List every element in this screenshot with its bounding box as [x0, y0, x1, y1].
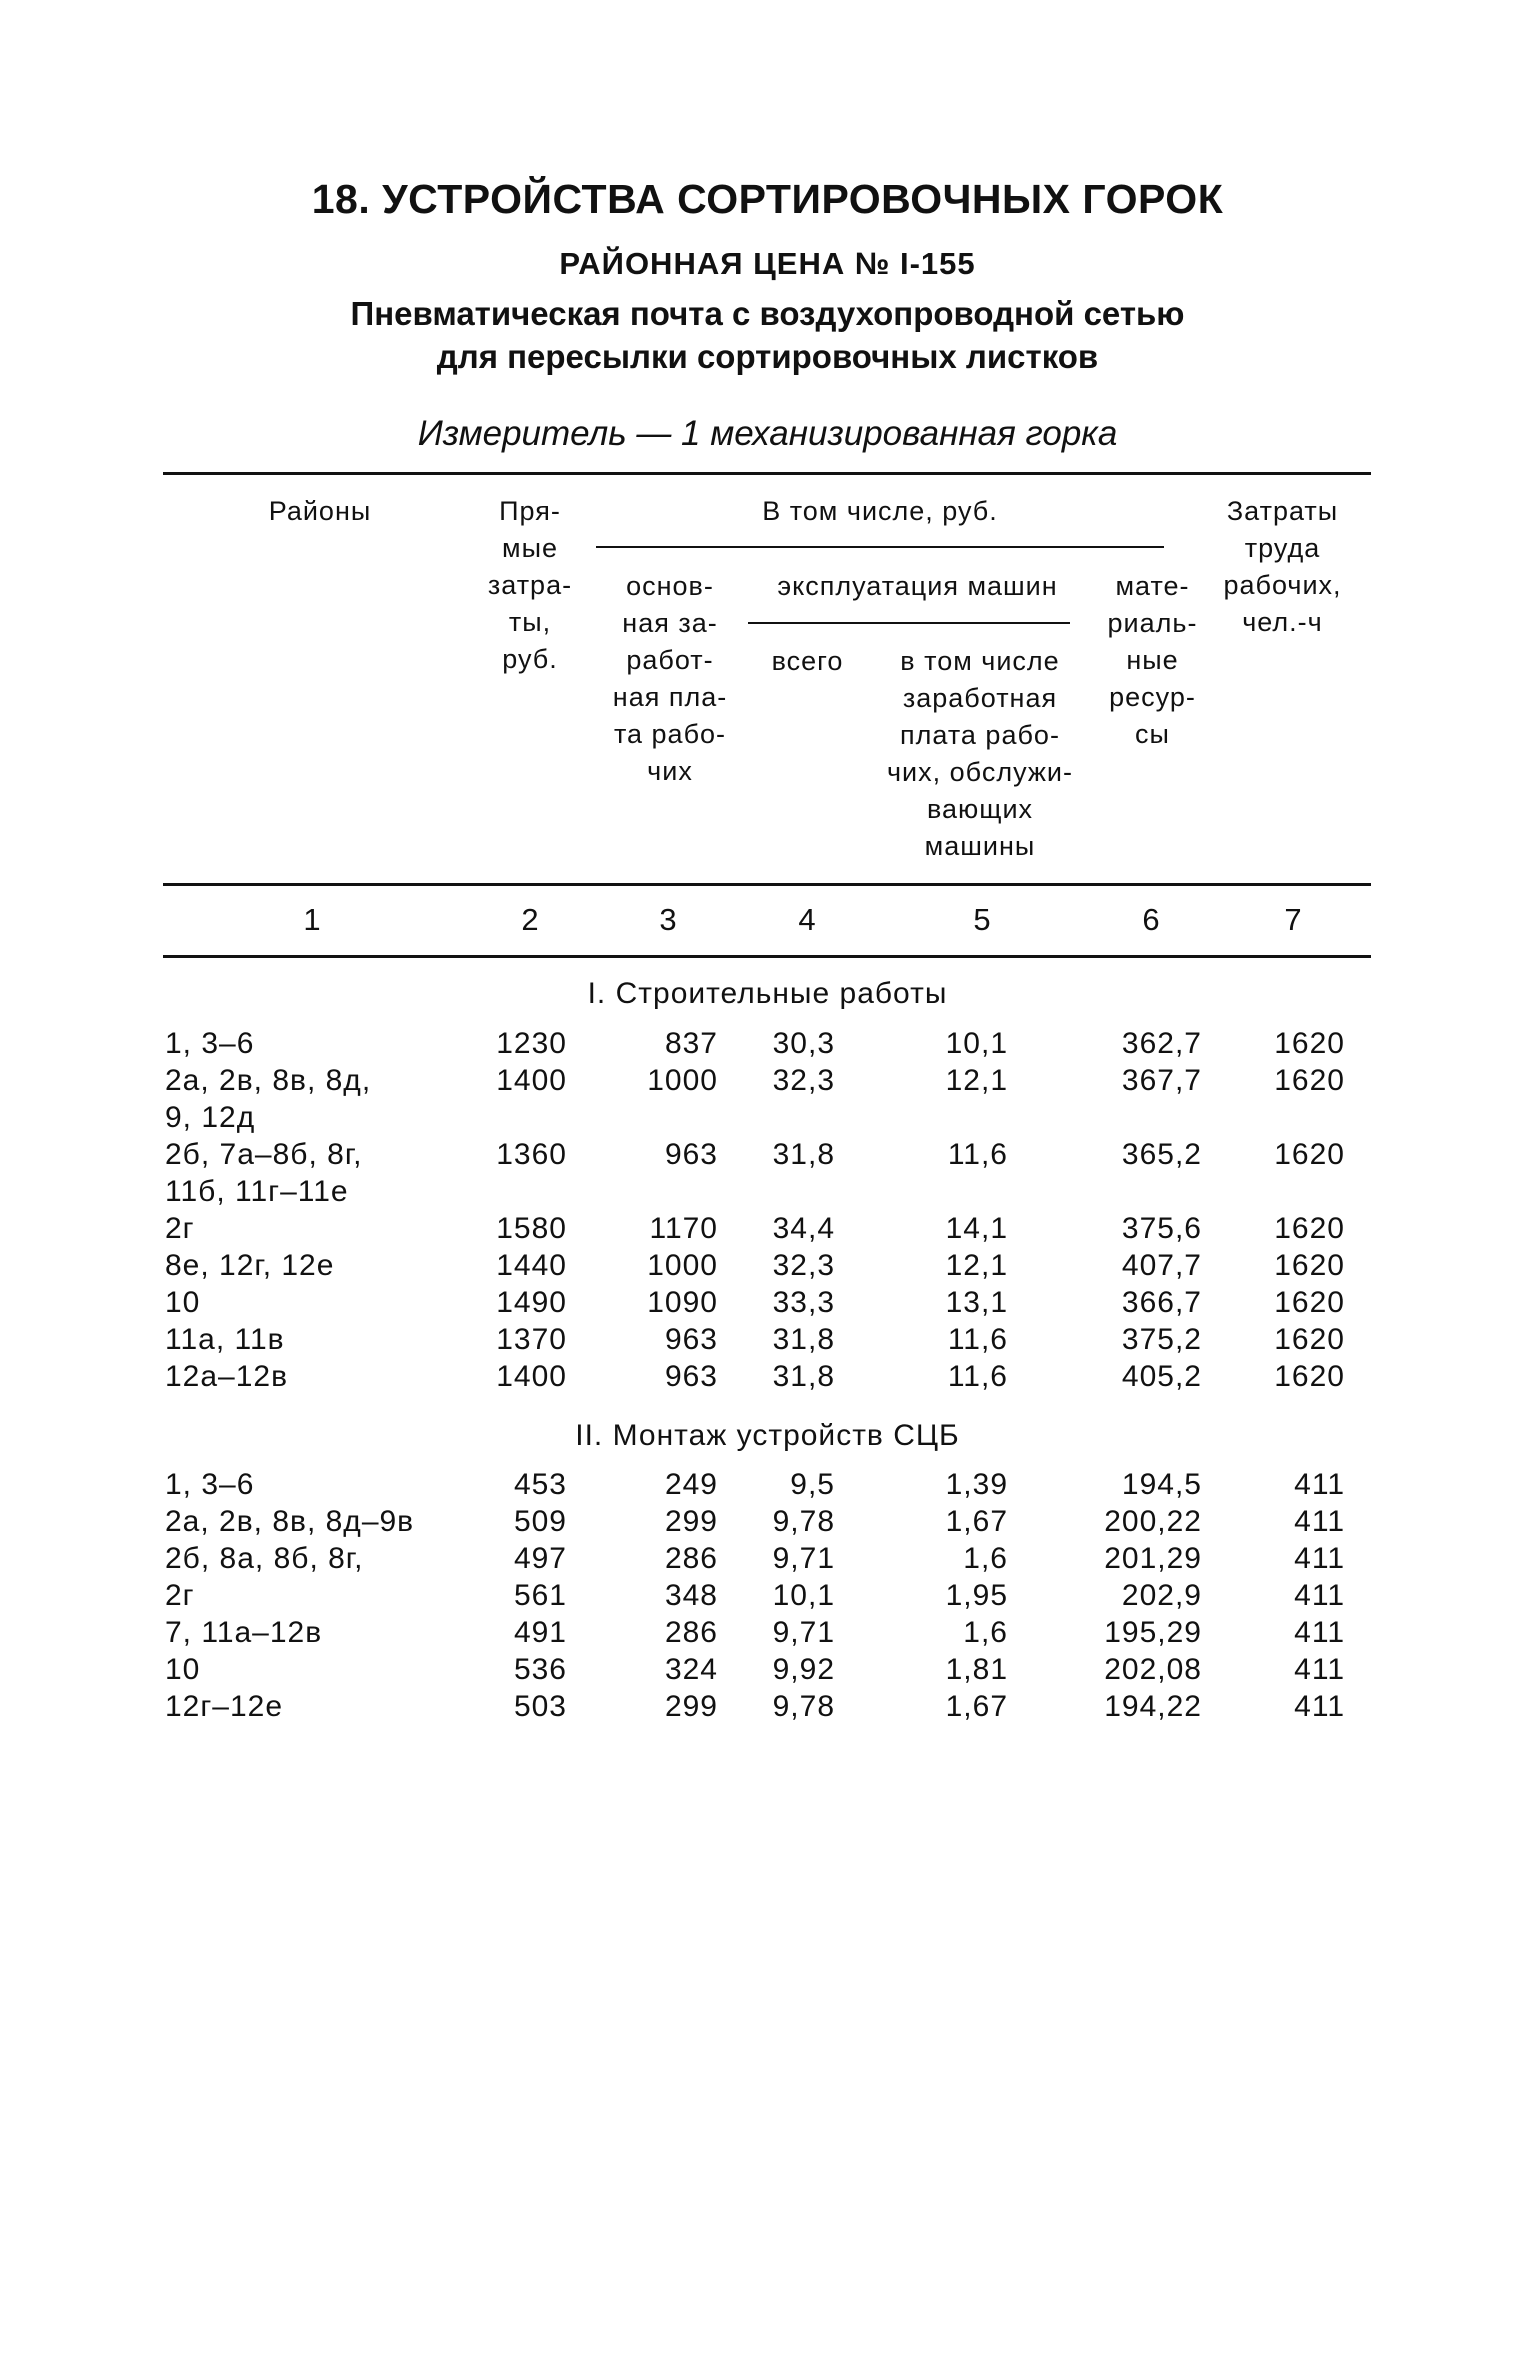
- value-cell: 1000: [647, 1064, 718, 1097]
- value-cell: 201,29: [1104, 1542, 1202, 1575]
- value-cell: 1400: [496, 1360, 567, 1393]
- value-cell: 1490: [496, 1286, 567, 1319]
- header-line: работ-: [626, 645, 714, 675]
- value-cell: 1,6: [963, 1616, 1008, 1649]
- value-cell: 1580: [496, 1212, 567, 1245]
- column-number: 1: [303, 902, 321, 937]
- value-cell: 411: [1294, 1579, 1345, 1612]
- header-including-wage: [870, 643, 1090, 865]
- value-cell: 1620: [1274, 1027, 1345, 1060]
- value-cell: 1620: [1274, 1212, 1345, 1245]
- value-cell: 9,5: [790, 1468, 835, 1501]
- region-cell: 10: [165, 1653, 201, 1686]
- header-base-wage: [600, 568, 740, 790]
- value-cell: 11,6: [947, 1360, 1008, 1393]
- header-line: Затраты: [1226, 496, 1339, 526]
- value-cell: 1090: [647, 1286, 718, 1319]
- value-cell: 1360: [496, 1138, 567, 1171]
- region-cell: 9, 12д: [165, 1101, 256, 1134]
- header-including: В том числе, руб.: [762, 496, 998, 526]
- value-cell: 509: [513, 1505, 567, 1538]
- header-line: ная пла-: [612, 682, 728, 712]
- header-line: руб.: [502, 644, 558, 674]
- header-line: мые: [502, 533, 558, 563]
- header-line: чих: [647, 756, 693, 786]
- value-cell: 503: [513, 1690, 567, 1723]
- region-cell: 2б, 8а, 8б, 8г,: [165, 1542, 364, 1575]
- region-cell: 8е, 12г, 12е: [165, 1249, 335, 1282]
- region-cell: 1, 3–6: [165, 1468, 255, 1501]
- value-cell: 299: [664, 1505, 718, 1538]
- header-line: ные: [1126, 645, 1179, 675]
- header-regions: Районы: [268, 496, 372, 526]
- header-line: чел.-ч: [1242, 607, 1323, 637]
- header-line: в том числе: [900, 646, 1060, 676]
- header-line: чих, обслужи-: [886, 757, 1074, 787]
- region-cell: 2б, 7а–8б, 8г,: [165, 1138, 363, 1171]
- region-cell: 12г–12е: [165, 1690, 284, 1723]
- value-cell: 405,2: [1121, 1360, 1202, 1393]
- header-line: сы: [1135, 719, 1170, 749]
- header-line: мате-: [1115, 571, 1190, 601]
- value-cell: 31,8: [772, 1323, 835, 1356]
- value-cell: 963: [664, 1138, 718, 1171]
- region-cell: 11б, 11г–11е: [165, 1175, 349, 1208]
- value-cell: 194,22: [1104, 1690, 1202, 1723]
- header-line: основ-: [626, 571, 714, 601]
- region-cell: 10: [165, 1286, 201, 1319]
- value-cell: 1,39: [945, 1468, 1008, 1501]
- value-cell: 34,4: [772, 1212, 835, 1245]
- value-cell: 1370: [496, 1323, 567, 1356]
- header-rule-including: [596, 546, 1164, 548]
- value-cell: 33,3: [772, 1286, 835, 1319]
- header-line: та рабо-: [613, 719, 727, 749]
- value-cell: 375,6: [1121, 1212, 1202, 1245]
- header-line: вающих: [926, 794, 1034, 824]
- value-cell: 1620: [1274, 1286, 1345, 1319]
- value-cell: 9,71: [772, 1542, 835, 1575]
- header-line: плата рабо-: [900, 720, 1060, 750]
- header-line: труда: [1244, 533, 1321, 563]
- value-cell: 9,71: [772, 1616, 835, 1649]
- value-cell: 1440: [496, 1249, 567, 1282]
- header-direct-costs: [470, 493, 590, 678]
- header-line: затра-: [487, 570, 573, 600]
- column-number: 5: [973, 902, 991, 937]
- column-number: 7: [1284, 902, 1302, 937]
- value-cell: 407,7: [1121, 1249, 1202, 1282]
- value-cell: 411: [1294, 1542, 1345, 1575]
- header-materials: [1095, 568, 1210, 753]
- region-cell: 1, 3–6: [165, 1027, 255, 1060]
- header-line: ная за-: [622, 608, 718, 638]
- value-cell: 11,6: [947, 1138, 1008, 1171]
- value-cell: 31,8: [772, 1138, 835, 1171]
- value-cell: 286: [664, 1616, 718, 1649]
- value-cell: 1400: [496, 1064, 567, 1097]
- column-number: 2: [521, 902, 539, 937]
- column-number: 6: [1142, 902, 1160, 937]
- value-cell: 366,7: [1121, 1286, 1202, 1319]
- value-cell: 13,1: [945, 1286, 1008, 1319]
- header-line: риаль-: [1107, 608, 1198, 638]
- value-cell: 299: [664, 1690, 718, 1723]
- value-cell: 411: [1294, 1653, 1345, 1686]
- section-title: I. Строительные работы: [587, 977, 948, 1010]
- value-cell: 286: [664, 1542, 718, 1575]
- table-header-bottom-rule: [163, 883, 1371, 886]
- value-cell: 1620: [1274, 1360, 1345, 1393]
- value-cell: 375,2: [1121, 1323, 1202, 1356]
- value-cell: 32,3: [772, 1249, 835, 1282]
- value-cell: 1620: [1274, 1064, 1345, 1097]
- value-cell: 324: [664, 1653, 718, 1686]
- value-cell: 837: [664, 1027, 718, 1060]
- region-cell: 2а, 2в, 8в, 8д,: [165, 1064, 372, 1097]
- value-cell: 14,1: [945, 1212, 1008, 1245]
- header-line: ты,: [508, 607, 552, 637]
- value-cell: 1620: [1274, 1138, 1345, 1171]
- value-cell: 536: [513, 1653, 567, 1686]
- value-cell: 348: [664, 1579, 718, 1612]
- description-line: Пневматическая почта с воздухопроводной сетью: [350, 295, 1185, 332]
- section-title: II. Монтаж устройств СЦБ: [575, 1419, 960, 1452]
- value-cell: 9,92: [772, 1653, 835, 1686]
- page-title: 18. УСТРОЙСТВА СОРТИРОВОЧНЫХ ГОРОК: [311, 176, 1224, 222]
- header-labor-costs: [1205, 493, 1360, 641]
- value-cell: 411: [1294, 1468, 1345, 1501]
- value-cell: 1,67: [945, 1505, 1008, 1538]
- value-cell: 1,95: [945, 1579, 1008, 1612]
- value-cell: 1,67: [945, 1690, 1008, 1723]
- value-cell: 963: [664, 1323, 718, 1356]
- value-cell: 12,1: [945, 1249, 1008, 1282]
- value-cell: 11,6: [947, 1323, 1008, 1356]
- value-cell: 195,29: [1104, 1616, 1202, 1649]
- header-line: Пря-: [499, 496, 561, 526]
- value-cell: 1170: [649, 1212, 718, 1245]
- value-cell: 1000: [647, 1249, 718, 1282]
- value-cell: 10,1: [945, 1027, 1008, 1060]
- value-cell: 32,3: [772, 1064, 835, 1097]
- header-line: заработная: [902, 683, 1058, 713]
- value-cell: 31,8: [772, 1360, 835, 1393]
- page-subtitle: РАЙОННАЯ ЦЕНА № I-155: [559, 246, 976, 281]
- value-cell: 491: [513, 1616, 567, 1649]
- value-cell: 249: [664, 1468, 718, 1501]
- page-description: [0, 292, 1535, 378]
- value-cell: 367,7: [1121, 1064, 1202, 1097]
- value-cell: 411: [1294, 1690, 1345, 1723]
- value-cell: 497: [513, 1542, 567, 1575]
- value-cell: 12,1: [945, 1064, 1008, 1097]
- value-cell: 200,22: [1104, 1505, 1202, 1538]
- value-cell: 202,08: [1104, 1653, 1202, 1686]
- value-cell: 411: [1294, 1505, 1345, 1538]
- description-line: для пересылки сортировочных листков: [436, 338, 1099, 375]
- value-cell: 1,81: [945, 1653, 1008, 1686]
- value-cell: 9,78: [772, 1505, 835, 1538]
- value-cell: 963: [664, 1360, 718, 1393]
- region-cell: 2а, 2в, 8в, 8д–9в: [165, 1505, 415, 1538]
- region-cell: 12а–12в: [165, 1360, 289, 1393]
- header-line: рабочих,: [1223, 570, 1342, 600]
- column-numbers-bottom-rule: [163, 955, 1371, 958]
- value-cell: 411: [1294, 1616, 1345, 1649]
- value-cell: 1620: [1274, 1323, 1345, 1356]
- value-cell: 30,3: [772, 1027, 835, 1060]
- header-line: машины: [924, 831, 1036, 861]
- header-rule-machine: [748, 622, 1070, 624]
- value-cell: 1,6: [963, 1542, 1008, 1575]
- value-cell: 365,2: [1121, 1138, 1202, 1171]
- value-cell: 10,1: [772, 1579, 835, 1612]
- column-number: 4: [798, 902, 816, 937]
- value-cell: 194,5: [1121, 1468, 1202, 1501]
- value-cell: 453: [513, 1468, 567, 1501]
- header-line: ресур-: [1109, 682, 1196, 712]
- header-machine-operation: эксплуатация машин: [777, 571, 1058, 601]
- value-cell: 561: [513, 1579, 567, 1612]
- value-cell: 9,78: [772, 1690, 835, 1723]
- value-cell: 202,9: [1121, 1579, 1202, 1612]
- region-cell: 11а, 11в: [165, 1323, 285, 1356]
- value-cell: 362,7: [1121, 1027, 1202, 1060]
- header-total: всего: [771, 646, 844, 676]
- value-cell: 1620: [1274, 1249, 1345, 1282]
- column-number: 3: [659, 902, 677, 937]
- region-cell: 2г: [165, 1212, 195, 1245]
- region-cell: 2г: [165, 1579, 195, 1612]
- table-top-rule: [163, 472, 1371, 475]
- unit-of-measure: Измеритель — 1 механизированная горка: [417, 414, 1118, 453]
- value-cell: 1230: [496, 1027, 567, 1060]
- region-cell: 7, 11а–12в: [165, 1616, 323, 1649]
